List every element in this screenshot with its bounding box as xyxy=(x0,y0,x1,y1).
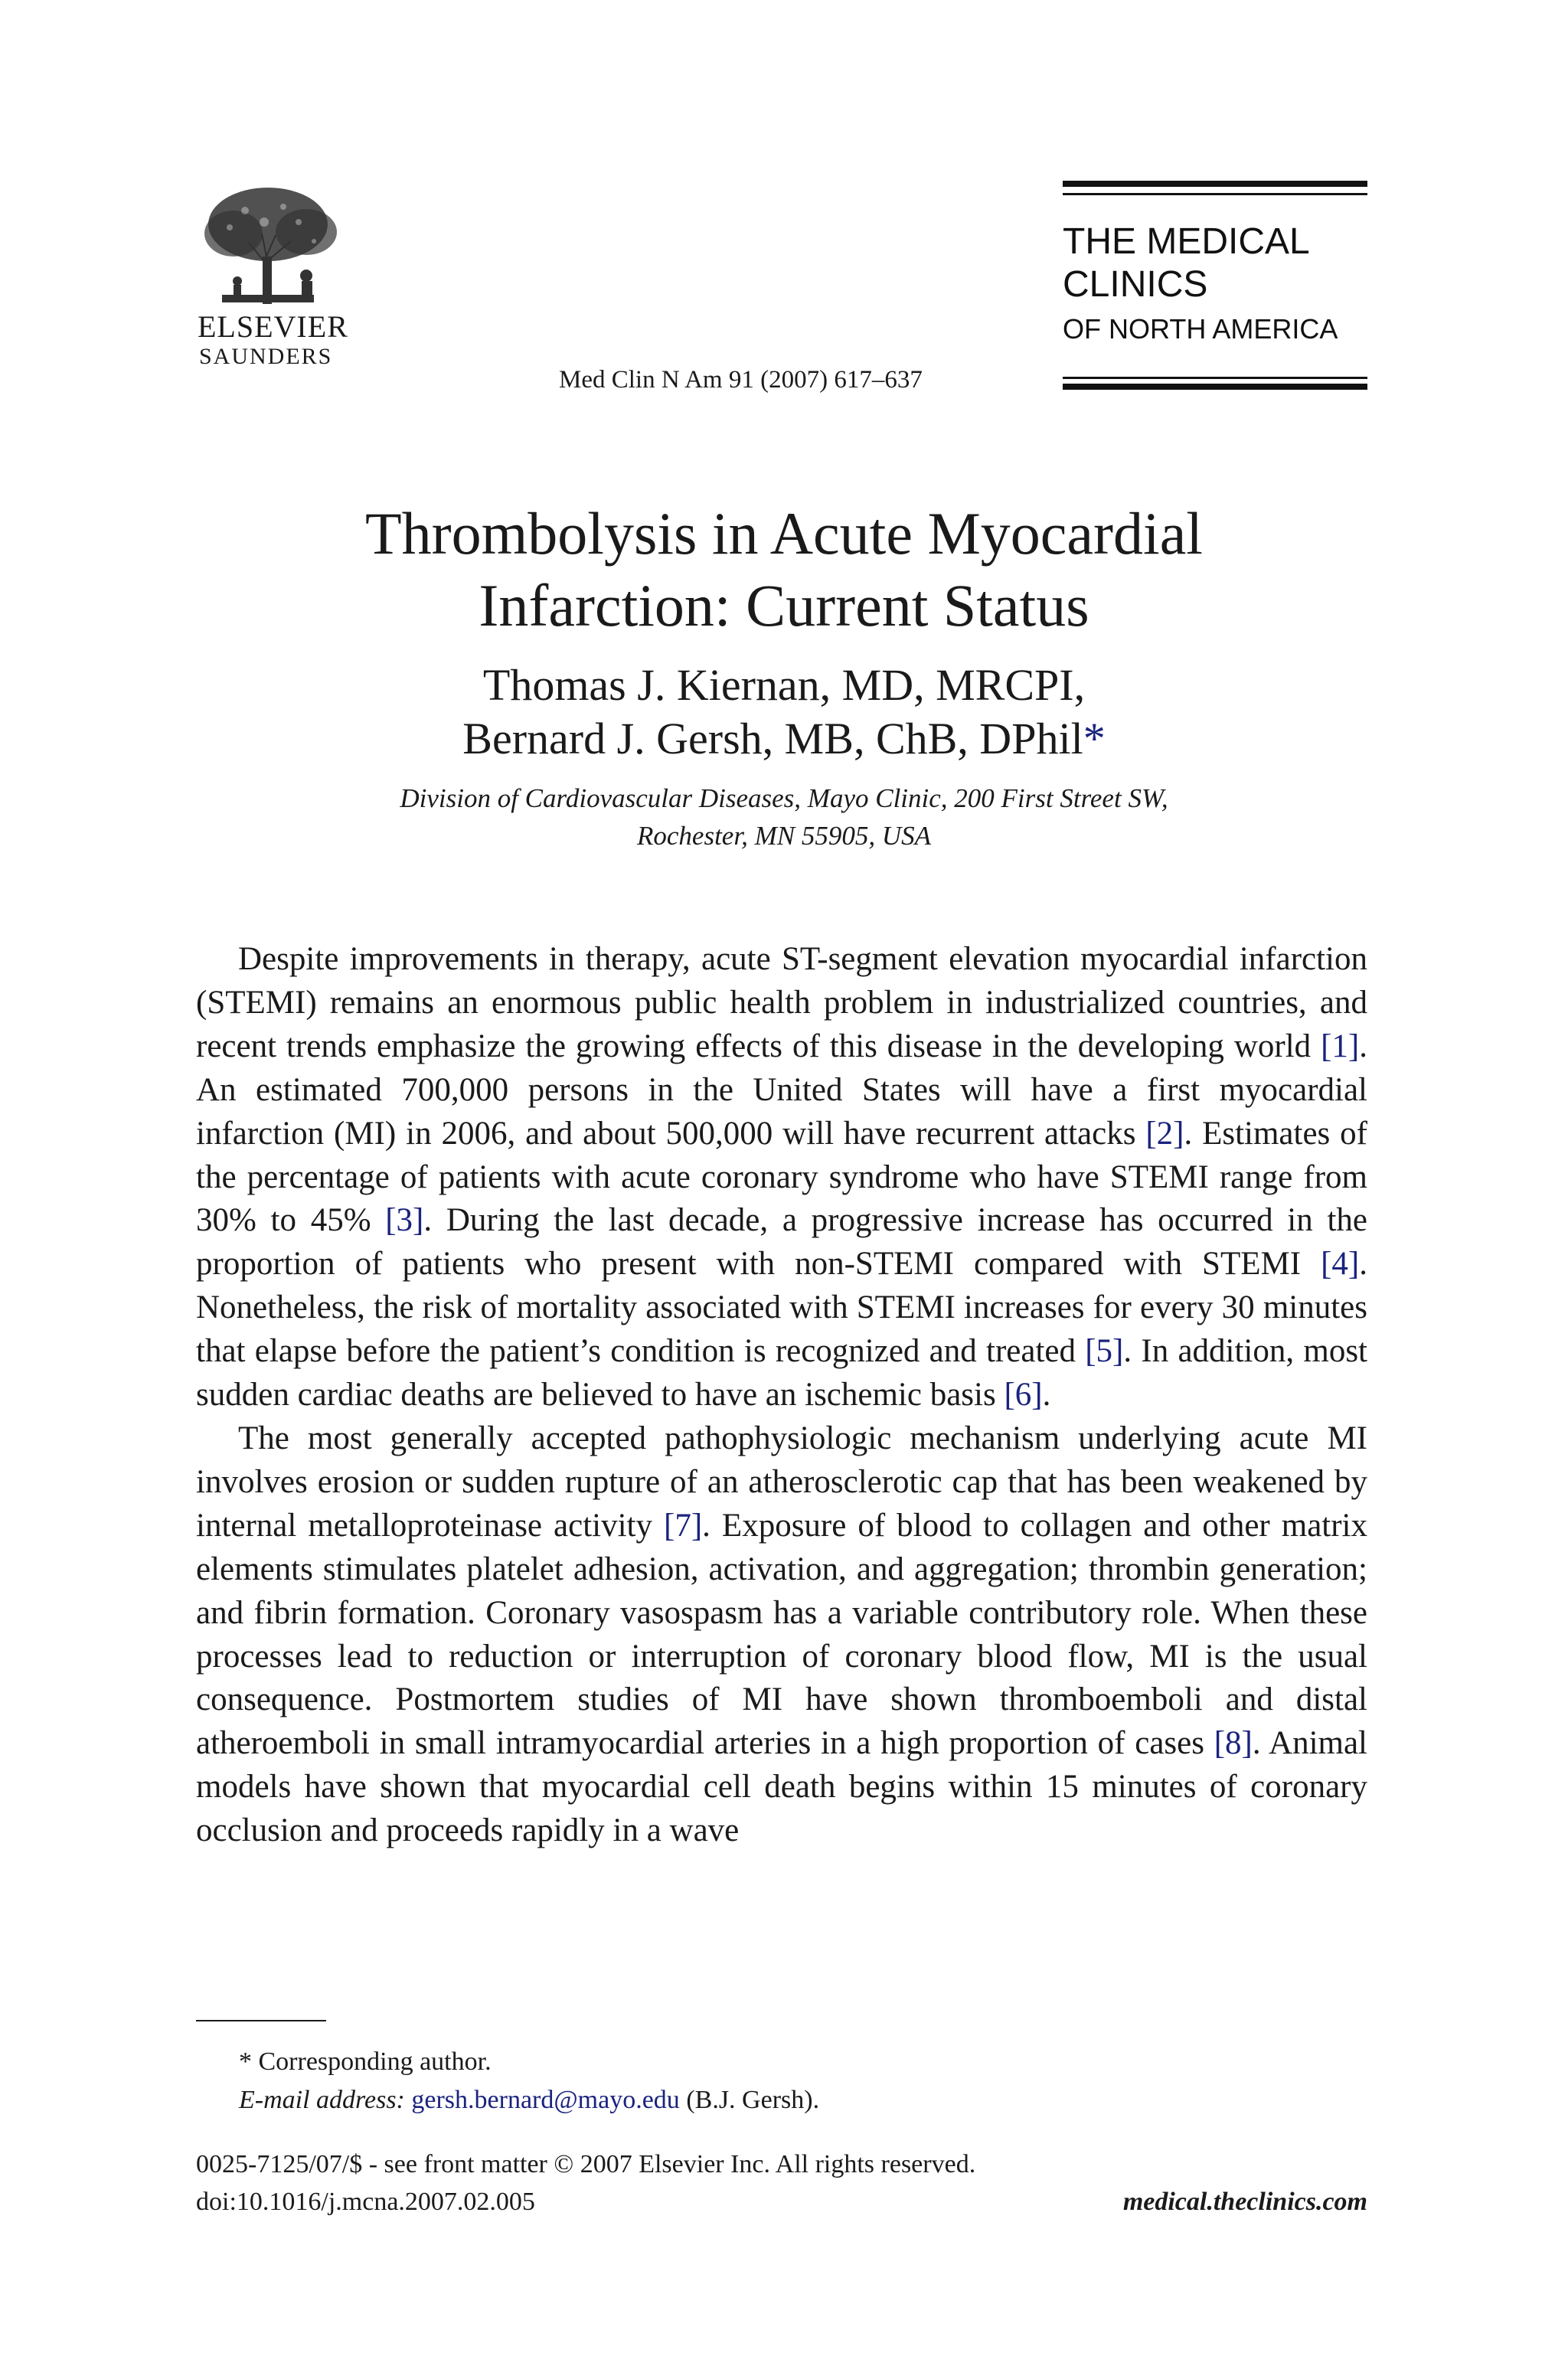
affiliation-line: Rochester, MN 55905, USA xyxy=(637,821,931,851)
reference-link[interactable]: [2] xyxy=(1145,1115,1184,1152)
reference-link[interactable]: [7] xyxy=(664,1507,703,1544)
doi-line: doi:10.1016/j.mcna.2007.02.005 xyxy=(196,2188,535,2216)
text-run: . In addition, most sudden cardiac deaths are believed to have an ischemic basis xyxy=(196,1333,1368,1413)
journal-url-link[interactable]: medical.theclinics.com xyxy=(1122,2188,1367,2216)
masthead-line: THE MEDICAL xyxy=(1063,221,1310,262)
publisher-logo xyxy=(191,180,348,375)
authors xyxy=(0,659,1568,766)
article-body xyxy=(196,938,1367,1853)
journal-citation: Med Clin N Am 91 (2007) 617–637 xyxy=(559,366,923,394)
title-line: Thrombolysis in Acute Myocardial xyxy=(365,500,1203,567)
text-run: . Nonetheless, the risk of mortality associated with STEMI increases for every 30 minutes that elapse before the patient’s condition is recognized and treated xyxy=(196,1246,1367,1370)
text-run: . Estimates of the percentage of patients with acute coronary syndrome who have STEMI range from 30% to 45% xyxy=(196,1115,1367,1239)
paragraph xyxy=(196,1417,1367,1853)
masthead-rule xyxy=(1063,384,1367,390)
reference-link[interactable]: [3] xyxy=(385,1202,424,1239)
email-suffix: (B.J. Gersh). xyxy=(679,2086,820,2114)
reference-link[interactable]: [5] xyxy=(1085,1333,1124,1370)
corresponding-author-link[interactable]: * xyxy=(1083,714,1106,763)
masthead-rule xyxy=(1063,193,1367,195)
text-run: . Animal models have shown that myocardial cell death begins within 15 minutes of coronary occlusion and proceeds rapidly in a wave xyxy=(196,1725,1368,1849)
author-name: Bernard J. Gersh, MB, ChB, DPhil xyxy=(462,714,1083,763)
affiliation xyxy=(0,779,1568,855)
title-line: Infarction: Current Status xyxy=(479,572,1089,639)
elsevier-tree-icon xyxy=(191,180,345,309)
text-run: . An estimated 700,000 persons in the United States will have a first myocardial infarction (MI) in 2006, and about 500,000 will have recurrent attacks xyxy=(196,1028,1367,1152)
text-run: . Exposure of blood to collagen and other matrix elements stimulates platelet adhesion, activation, and aggregation; thrombin generation; and fibrin formation. Coronary vasospasm has a variable contributory role. When these processes lead to reduction or interruption of coronary blood flow, MI is the usual consequence. Postmortem studies of MI have shown thromboemboli and distal atheroemboli in small intramyocardial arteries in a high proportion of cases xyxy=(196,1507,1368,1762)
email-link[interactable]: gersh.bernard@mayo.edu xyxy=(411,2086,680,2114)
article-title xyxy=(0,498,1568,642)
footnote-email xyxy=(239,2087,819,2113)
text-run: The most generally accepted pathophysiologic mechanism underlying acute MI involves erosion or sudden rupture of an atherosclerotic cap that has been weakened by internal metalloproteinase activity xyxy=(196,1420,1367,1544)
copyright-line: 0025-7125/07/$ - see front matter © 2007 Elsevier Inc. All rights reserved. xyxy=(196,2150,976,2178)
reference-link[interactable]: [8] xyxy=(1214,1725,1253,1762)
email-label: E-mail address: xyxy=(239,2086,405,2114)
footnote-divider xyxy=(196,2020,326,2021)
reference-link[interactable]: [1] xyxy=(1321,1028,1360,1064)
text-run: Despite improvements in therapy, acute ST-segment elevation myocardial infarction (STEMI) remains an enormous public health problem in industrialized countries, and recent trends emphasize the growing effects of this disease in the developing world xyxy=(196,941,1367,1064)
publisher-imprint: SAUNDERS xyxy=(199,344,333,369)
reference-link[interactable]: [6] xyxy=(1004,1377,1043,1413)
reference-link[interactable]: [4] xyxy=(1321,1246,1360,1283)
masthead-line: OF NORTH AMERICA xyxy=(1063,313,1338,345)
journal-masthead xyxy=(1063,181,1367,395)
publisher-name: ELSEVIER xyxy=(198,309,348,344)
text-run: . xyxy=(1042,1377,1051,1413)
author-line xyxy=(0,712,1568,766)
masthead-line: CLINICS xyxy=(1063,264,1208,305)
masthead-rule xyxy=(1063,181,1367,187)
masthead-rule xyxy=(1063,377,1367,379)
footnote-corresponding: * Corresponding author. xyxy=(239,2047,492,2076)
text-run: . During the last decade, a progressive increase has occurred in the proportion of patients who present with non-STEMI compared with STEMI xyxy=(196,1202,1367,1283)
paragraph xyxy=(196,938,1367,1417)
affiliation-line: Division of Cardiovascular Diseases, Mayo Clinic, 200 First Street SW, xyxy=(400,783,1168,813)
author-line: Thomas J. Kiernan, MD, MRCPI, xyxy=(482,660,1086,710)
